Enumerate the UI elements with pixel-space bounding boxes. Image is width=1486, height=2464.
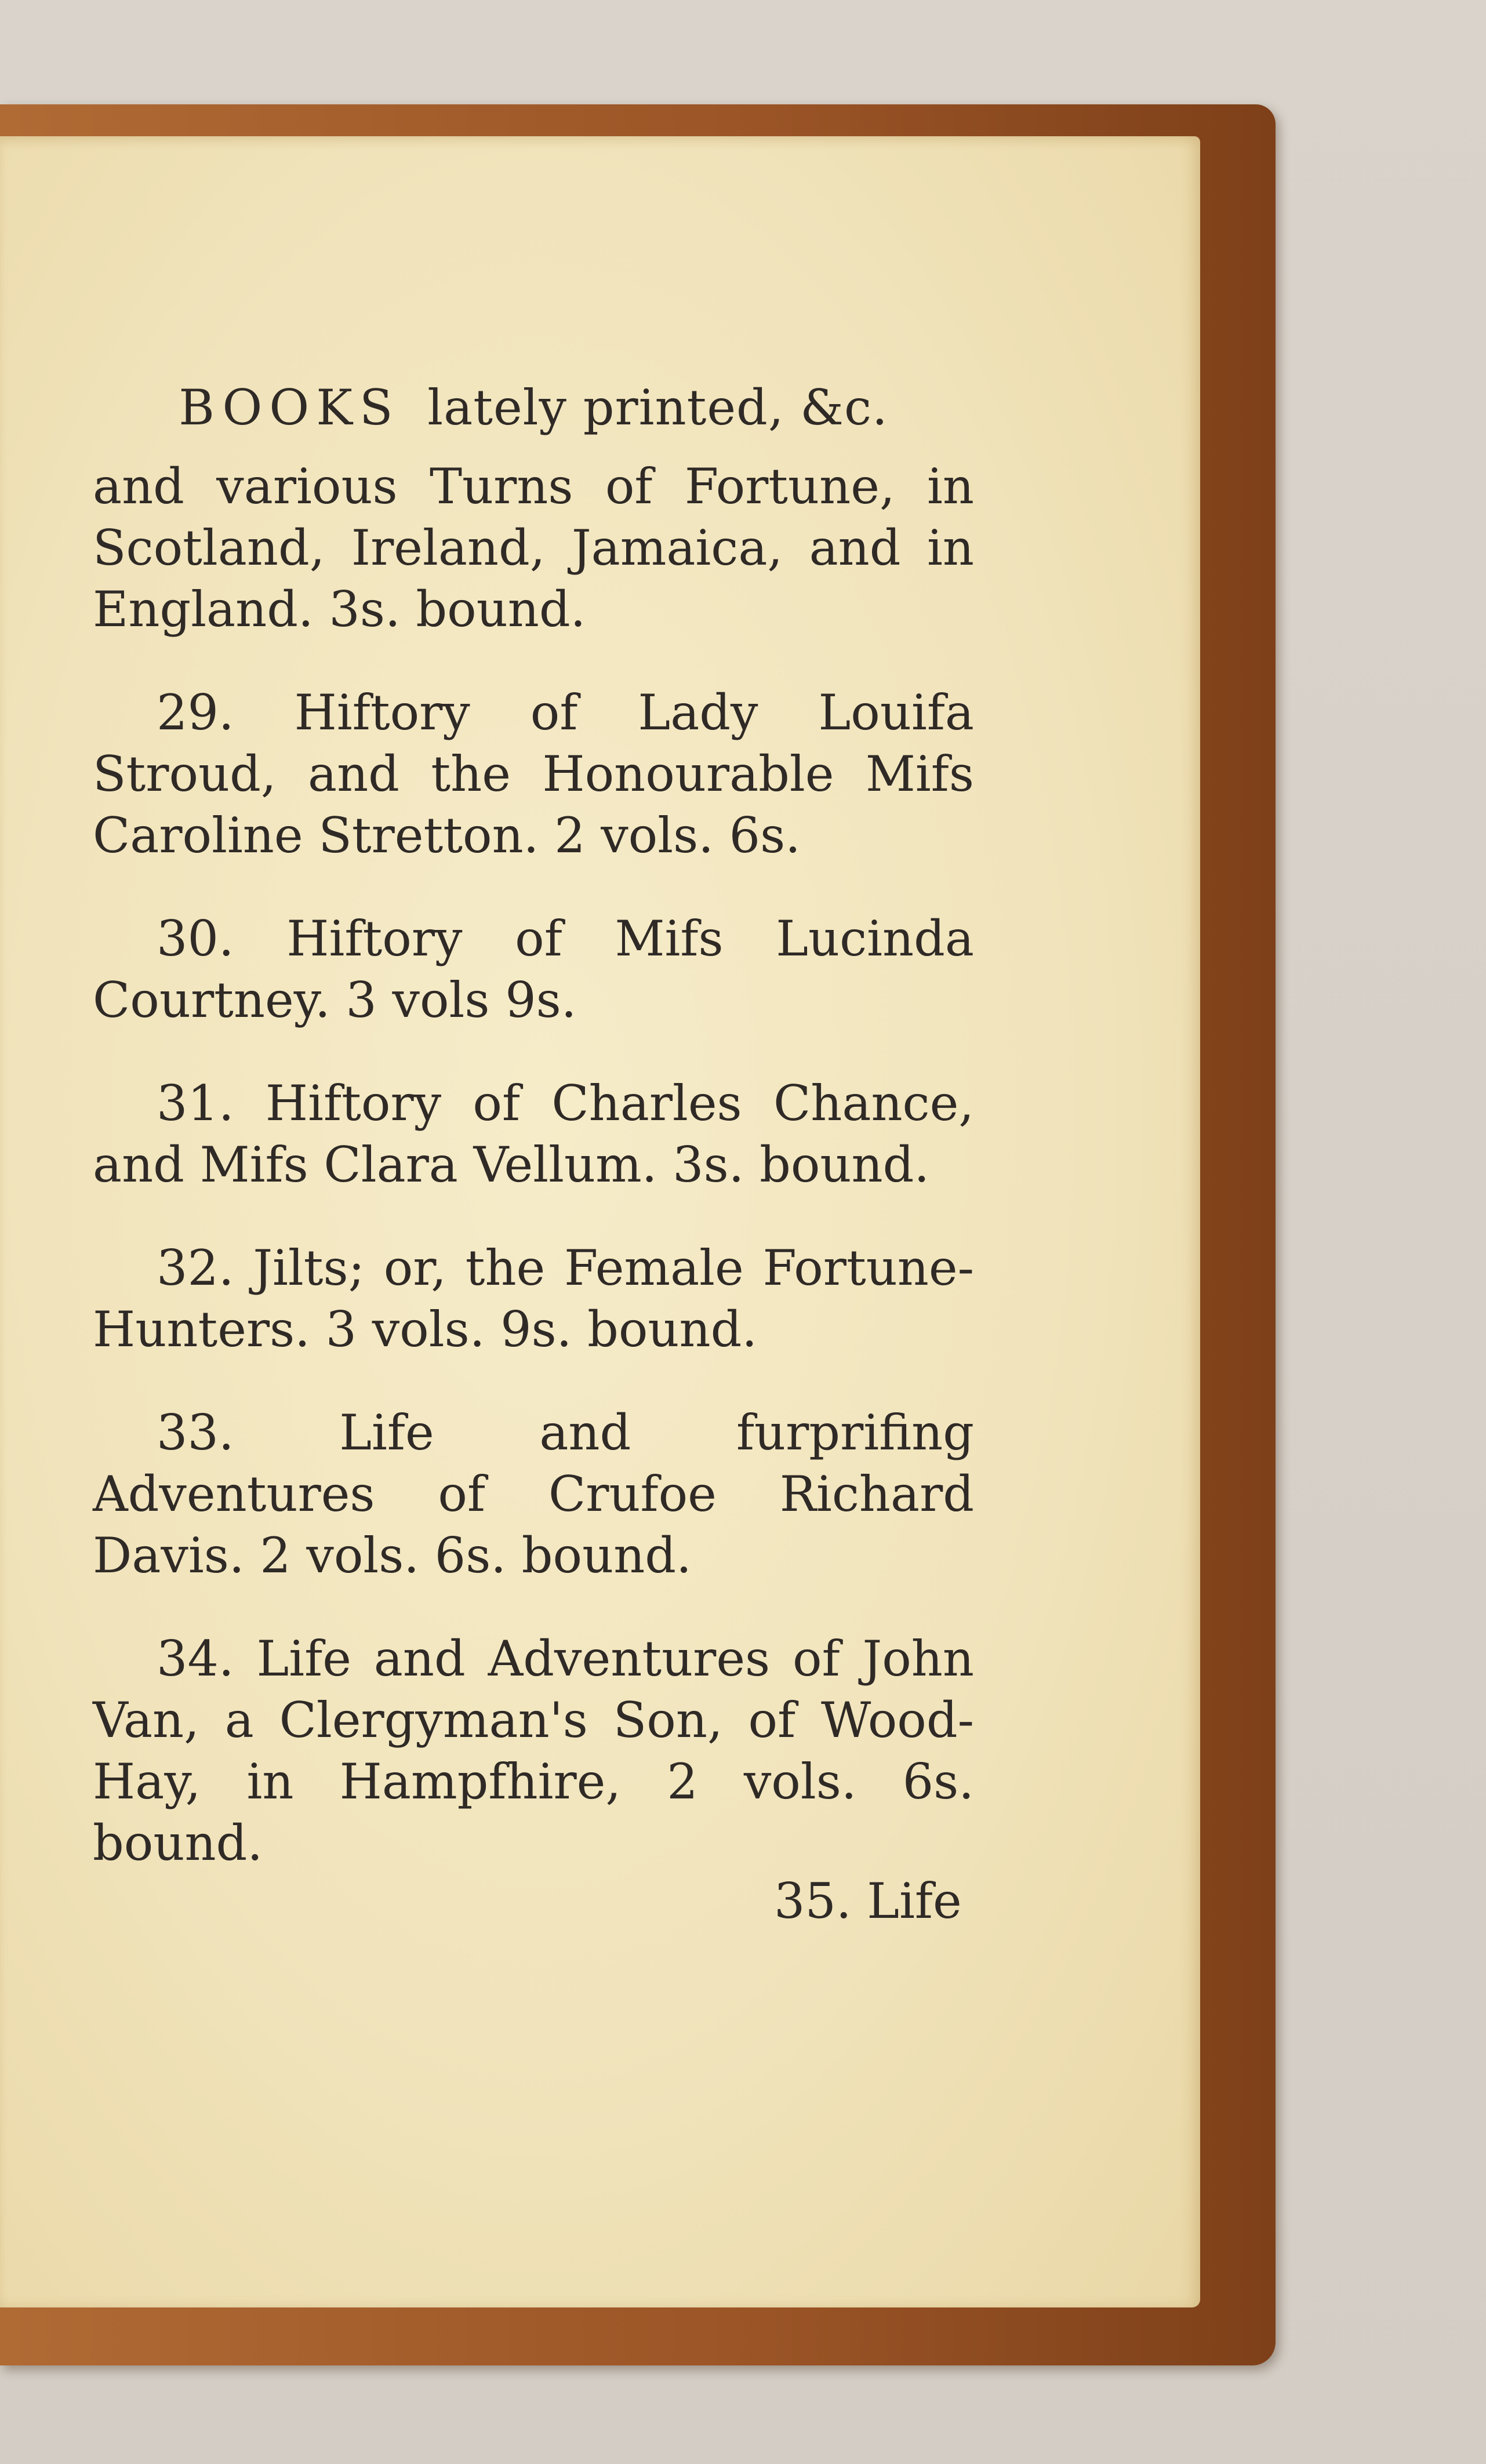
- entry-text: Hiftory of Charles Chance, and Mifs Clara Vellum. 3s. bound.: [93, 1075, 974, 1193]
- entry-number: 32.: [157, 1240, 234, 1296]
- entry-33: [93, 1402, 974, 1586]
- entry-number: 33.: [157, 1404, 234, 1461]
- entry-34: [93, 1628, 974, 1874]
- header-rest: lately printed, &c.: [427, 379, 888, 436]
- entry-number: 29.: [157, 684, 234, 741]
- entry-number: 34.: [157, 1630, 234, 1687]
- running-header: [93, 377, 974, 438]
- entry-29: [93, 682, 974, 866]
- page-text: [93, 377, 974, 1916]
- header-books: BOOKS: [179, 379, 400, 436]
- entry-text: Life and Adventures of John Van, a Clergyman's Son, of Wood-Hay, in Hampfhire, 2 vols. 6s. bound.: [93, 1630, 974, 1871]
- entry-number: 31.: [157, 1075, 234, 1132]
- entry-text: Hiftory of Lady Louifa Stroud, and the Honourable Mifs Caroline Stretton. 2 vols. 6s.: [93, 684, 974, 864]
- entry-continuation: [93, 456, 974, 640]
- entry-text: Hiftory of Mifs Lucinda Courtney. 3 vols 9s.: [93, 910, 974, 1029]
- entry-text: Jilts; or, the Female Fortune-Hunters. 3 vols. 9s. bound.: [93, 1240, 974, 1358]
- catchword: 35. Life: [774, 1873, 962, 1929]
- entry-30: [93, 908, 974, 1031]
- entry-text: and various Turns of Fortune, in Scotland, Ireland, Jamaica, and in England. 3s. bound.: [93, 458, 974, 638]
- entry-number: 30.: [157, 910, 234, 967]
- entry-32: [93, 1237, 974, 1360]
- entry-text: Life and furprifing Adventures of Crufoe Richard Davis. 2 vols. 6s. bound.: [93, 1404, 974, 1584]
- entry-31: [93, 1073, 974, 1195]
